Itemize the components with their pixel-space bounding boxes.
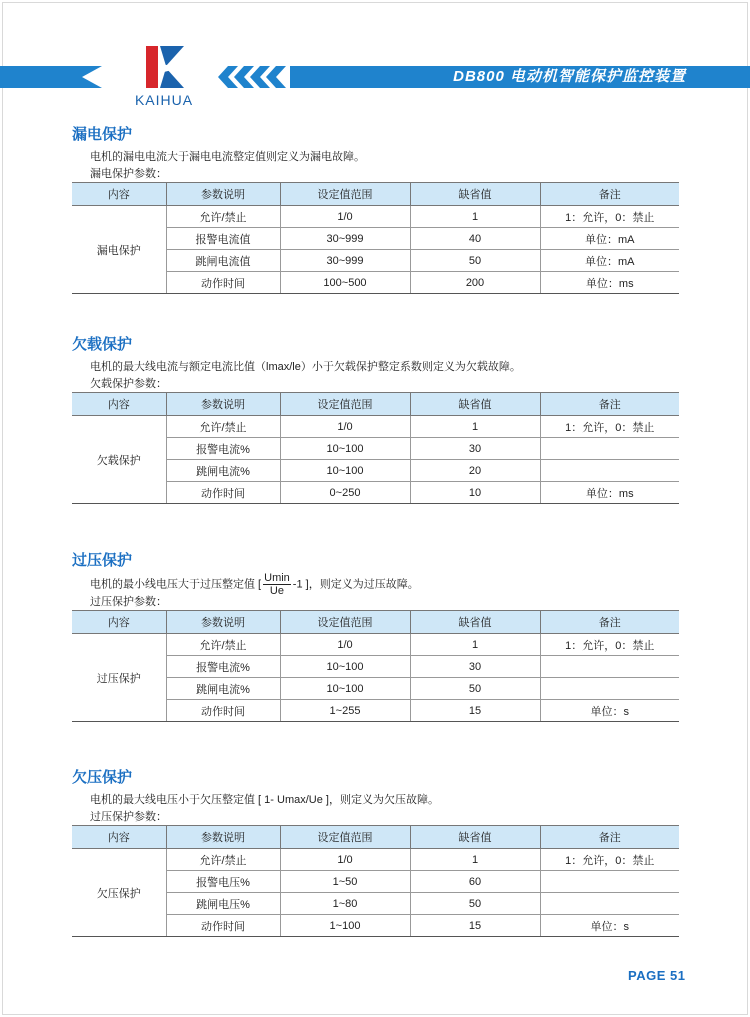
range-cell: 10~100 xyxy=(280,438,410,460)
note-cell: 单位：ms xyxy=(540,482,679,504)
range-cell: 1/0 xyxy=(280,849,410,871)
col-param: 参数说明 xyxy=(166,393,280,416)
default-cell: 60 xyxy=(410,871,540,893)
table-row xyxy=(72,416,679,438)
section-description: 电机的最大线电流与额定电流比值（lmax/le）小于欠载保护整定系数则定义为欠载故障。 xyxy=(90,361,521,373)
fraction xyxy=(263,572,291,597)
default-cell: 40 xyxy=(410,228,540,250)
note-cell: 1：允许，0：禁止 xyxy=(540,206,679,228)
col-note: 备注 xyxy=(540,611,679,634)
note-cell: 1：允许，0：禁止 xyxy=(540,849,679,871)
note-cell: 单位：mA xyxy=(540,250,679,272)
col-note: 备注 xyxy=(540,183,679,206)
col-default: 缺省值 xyxy=(410,393,540,416)
range-cell: 1/0 xyxy=(280,206,410,228)
range-cell: 1~80 xyxy=(280,893,410,915)
default-cell: 15 xyxy=(410,700,540,722)
default-cell: 30 xyxy=(410,656,540,678)
default-cell: 200 xyxy=(410,272,540,294)
col-content: 内容 xyxy=(72,826,166,849)
col-default: 缺省值 xyxy=(410,183,540,206)
note-cell: 单位：s xyxy=(540,700,679,722)
range-cell: 0~250 xyxy=(280,482,410,504)
section-underload-protection xyxy=(72,334,679,504)
table-row xyxy=(72,849,679,871)
param-cell: 跳闸电压% xyxy=(166,893,280,915)
default-cell: 1 xyxy=(410,634,540,656)
param-cell: 报警电压% xyxy=(166,871,280,893)
note-cell xyxy=(540,871,679,893)
section-overvoltage-protection xyxy=(72,550,679,722)
col-content: 内容 xyxy=(72,183,166,206)
range-cell: 1/0 xyxy=(280,416,410,438)
range-cell: 30~999 xyxy=(280,228,410,250)
note-cell: 1：允许，0：禁止 xyxy=(540,416,679,438)
default-cell: 50 xyxy=(410,250,540,272)
note-cell: 1：允许，0：禁止 xyxy=(540,634,679,656)
range-cell: 1~255 xyxy=(280,700,410,722)
param-cell: 报警电流值 xyxy=(166,228,280,250)
section-subtitle: 漏电保护参数： xyxy=(90,168,167,180)
fraction-denominator: Ue xyxy=(269,585,284,597)
range-cell: 1/0 xyxy=(280,634,410,656)
range-cell: 30~999 xyxy=(280,250,410,272)
section-description xyxy=(90,572,679,597)
param-cell: 允许/禁止 xyxy=(166,416,280,438)
content-cell: 欠压保护 xyxy=(72,849,166,937)
note-cell xyxy=(540,893,679,915)
col-default: 缺省值 xyxy=(410,826,540,849)
col-range: 设定值范围 xyxy=(280,611,410,634)
note-cell: 单位：s xyxy=(540,915,679,937)
table-header-row xyxy=(72,611,679,634)
desc-suffix: -1 ]，则定义为过压故障。 xyxy=(292,578,419,591)
content-cell: 欠载保护 xyxy=(72,416,166,504)
section-description: 电机的最大线电压小于欠压整定值 [ 1- Umax/Ue ]，则定义为欠压故障。 xyxy=(90,794,439,806)
col-note: 备注 xyxy=(540,393,679,416)
header-title: DB800 电动机智能保护监控装置 xyxy=(453,68,686,85)
section-description: 电机的漏电电流大于漏电电流整定值则定义为漏电故障。 xyxy=(90,151,365,163)
default-cell: 10 xyxy=(410,482,540,504)
default-cell: 15 xyxy=(410,915,540,937)
section-title: 过压保护 xyxy=(72,552,133,569)
note-cell xyxy=(540,656,679,678)
param-cell: 报警电流% xyxy=(166,438,280,460)
section-subtitle: 欠载保护参数： xyxy=(90,378,167,390)
col-range: 设定值范围 xyxy=(280,826,410,849)
col-range: 设定值范围 xyxy=(280,183,410,206)
param-cell: 允许/禁止 xyxy=(166,849,280,871)
page-number: PAGE 51 xyxy=(628,968,686,983)
range-cell: 10~100 xyxy=(280,656,410,678)
range-cell: 10~100 xyxy=(280,678,410,700)
table-row xyxy=(72,634,679,656)
param-cell: 动作时间 xyxy=(166,482,280,504)
content-cell: 过压保护 xyxy=(72,634,166,722)
table-header-row xyxy=(72,393,679,416)
content-cell: 漏电保护 xyxy=(72,206,166,294)
col-content: 内容 xyxy=(72,611,166,634)
section-subtitle: 过压保护参数： xyxy=(90,811,167,823)
section-undervoltage-protection xyxy=(72,767,679,937)
params-table xyxy=(72,825,679,937)
col-range: 设定值范围 xyxy=(280,393,410,416)
col-default: 缺省值 xyxy=(410,611,540,634)
default-cell: 1 xyxy=(410,206,540,228)
range-cell: 100~500 xyxy=(280,272,410,294)
default-cell: 50 xyxy=(410,893,540,915)
default-cell: 50 xyxy=(410,678,540,700)
table-header-row xyxy=(72,826,679,849)
param-cell: 动作时间 xyxy=(166,700,280,722)
param-cell: 动作时间 xyxy=(166,915,280,937)
params-table xyxy=(72,610,679,722)
param-cell: 动作时间 xyxy=(166,272,280,294)
note-cell xyxy=(540,438,679,460)
table-row xyxy=(72,206,679,228)
default-cell: 1 xyxy=(410,849,540,871)
default-cell: 30 xyxy=(410,438,540,460)
fraction-numerator: Umin xyxy=(264,572,290,584)
param-cell: 跳闸电流% xyxy=(166,678,280,700)
section-subtitle: 过压保护参数： xyxy=(90,596,167,608)
section-title: 漏电保护 xyxy=(72,126,133,143)
section-title: 欠压保护 xyxy=(72,769,133,786)
default-cell: 20 xyxy=(410,460,540,482)
note-cell xyxy=(540,678,679,700)
brand-name: KAIHUA xyxy=(134,92,194,108)
param-cell: 允许/禁止 xyxy=(166,634,280,656)
section-leakage-protection xyxy=(72,124,679,294)
col-note: 备注 xyxy=(540,826,679,849)
col-param: 参数说明 xyxy=(166,611,280,634)
param-cell: 允许/禁止 xyxy=(166,206,280,228)
col-param: 参数说明 xyxy=(166,183,280,206)
params-table xyxy=(72,182,679,294)
param-cell: 跳闸电流% xyxy=(166,460,280,482)
note-cell xyxy=(540,460,679,482)
range-cell: 1~50 xyxy=(280,871,410,893)
param-cell: 报警电流% xyxy=(166,656,280,678)
param-cell: 跳闸电流值 xyxy=(166,250,280,272)
params-table xyxy=(72,392,679,504)
range-cell: 10~100 xyxy=(280,460,410,482)
note-cell: 单位：mA xyxy=(540,228,679,250)
default-cell: 1 xyxy=(410,416,540,438)
col-content: 内容 xyxy=(72,393,166,416)
section-title: 欠载保护 xyxy=(72,336,133,353)
note-cell: 单位：ms xyxy=(540,272,679,294)
desc-prefix: 电机的最小线电压大于过压整定值 [ xyxy=(90,578,262,591)
col-param: 参数说明 xyxy=(166,826,280,849)
table-header-row xyxy=(72,183,679,206)
range-cell: 1~100 xyxy=(280,915,410,937)
